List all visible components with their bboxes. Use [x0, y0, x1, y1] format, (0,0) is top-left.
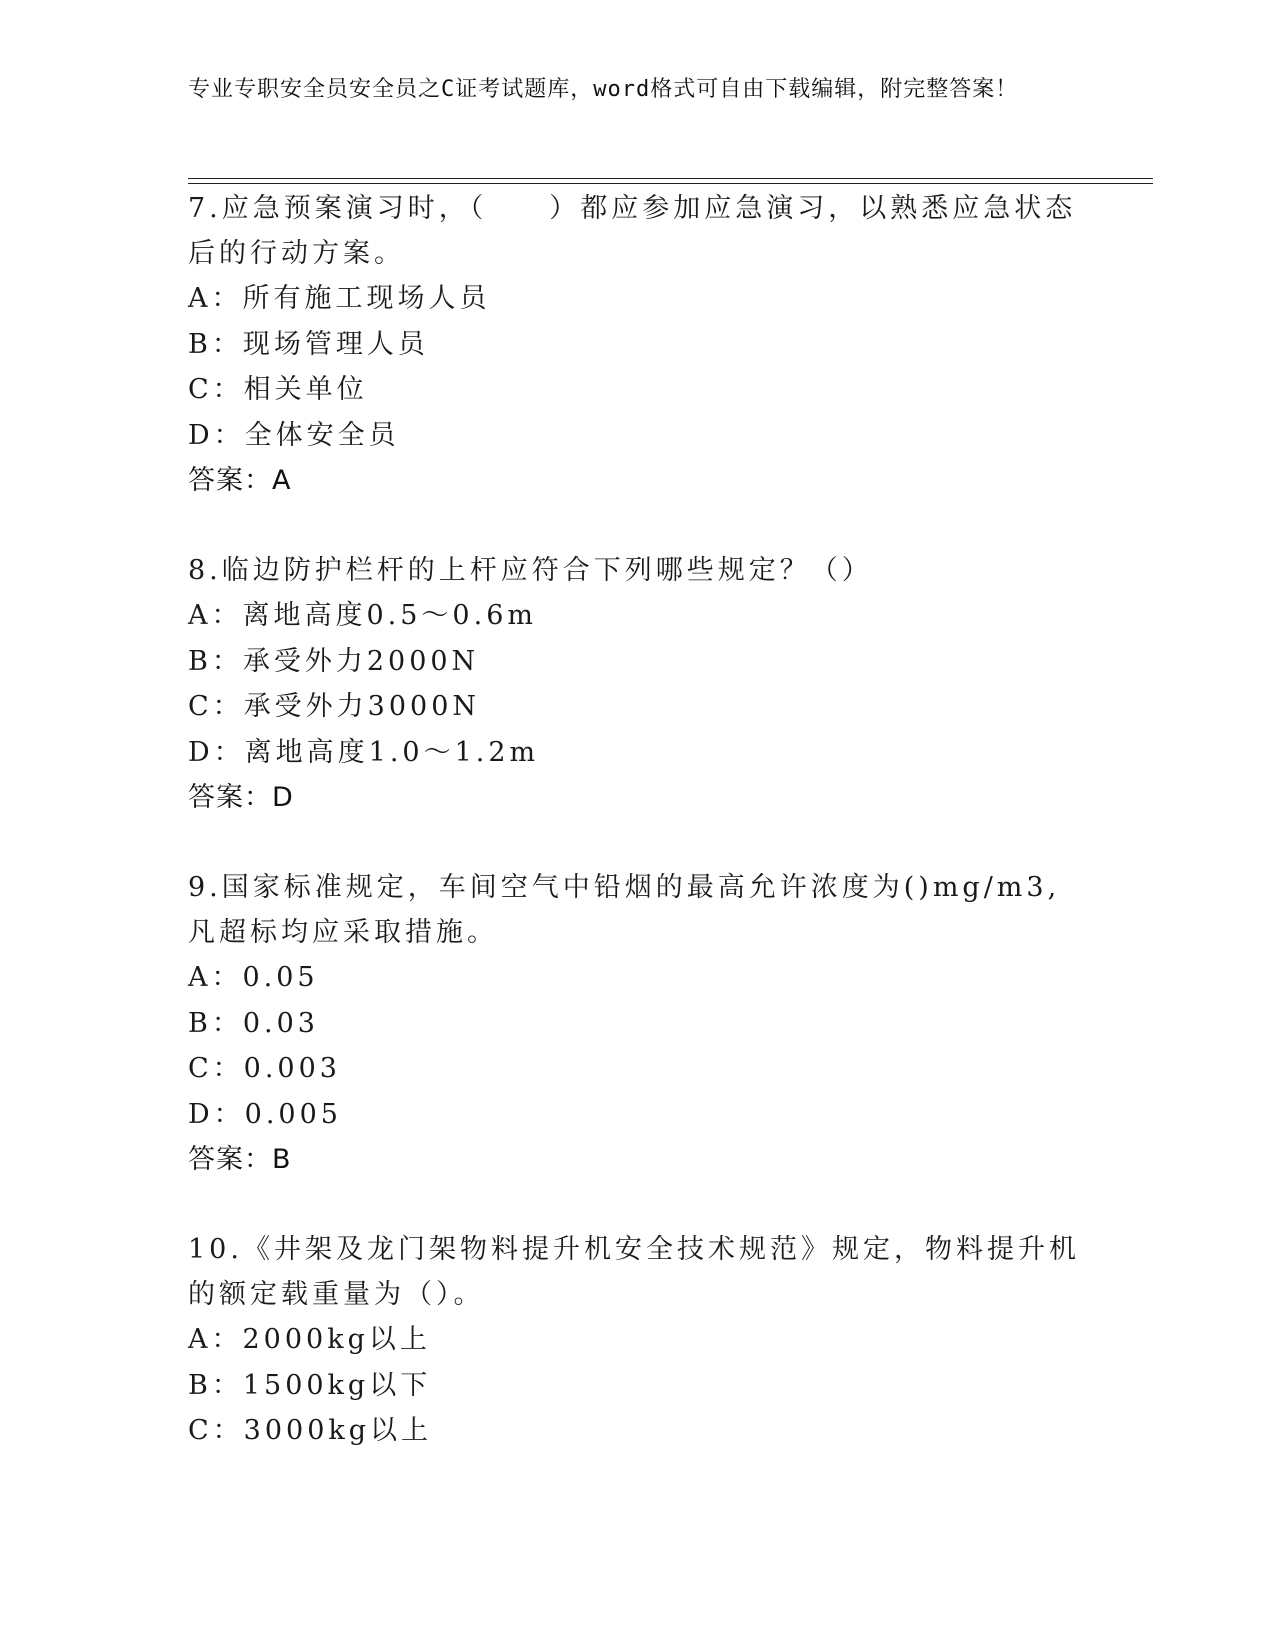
answer-label: 答案：A — [188, 465, 292, 496]
option-c: C：0.003 — [188, 1053, 341, 1084]
question-10 — [188, 1227, 1088, 1454]
option-d: D：0.005 — [188, 1098, 342, 1130]
question-list — [188, 186, 1088, 1499]
question-8 — [188, 548, 1088, 820]
answer-label: 答案：D — [188, 782, 294, 813]
question-stem: 7.应急预案演习时，（ ）都应参加应急演习，以熟悉应急状态后的行动方案。 — [188, 193, 1077, 269]
question-stem: 9.国家标准规定，车间空气中铅烟的最高允许浓度为()mg/m3,凡超标均应采取措施。 — [188, 872, 1061, 948]
option-b: B：现场管理人员 — [188, 328, 429, 360]
question-7 — [188, 186, 1088, 503]
option-c: C：3000kg以上 — [188, 1415, 433, 1446]
document-header-title: 专业专职安全员安全员之C证考试题库，word格式可自由下载编辑，附完整答案！ — [188, 77, 1019, 102]
option-b: B：1500kg以下 — [188, 1369, 432, 1401]
option-a: A：2000kg以上 — [188, 1324, 431, 1355]
header-divider-top — [188, 178, 1153, 179]
option-a: A：0.05 — [188, 962, 319, 993]
option-b: B：承受外力2000N — [188, 645, 480, 677]
question-stem: 10.《井架及龙门架物料提升机安全技术规范》规定，物料提升机的额定载重量为（）。 — [188, 1234, 1080, 1310]
option-d: D：全体安全员 — [188, 419, 400, 451]
option-a: A：离地高度0.5～0.6m — [188, 600, 537, 631]
header-divider-bottom — [188, 183, 1153, 184]
question-9 — [188, 865, 1088, 1182]
option-c: C：相关单位 — [188, 374, 368, 405]
option-b: B：0.03 — [188, 1007, 319, 1039]
option-d: D：离地高度1.0～1.2m — [188, 736, 540, 768]
option-a: A：所有施工现场人员 — [188, 283, 491, 314]
question-stem: 8.临边防护栏杆的上杆应符合下列哪些规定？（） — [188, 555, 873, 586]
answer-label: 答案：B — [188, 1144, 292, 1175]
option-c: C：承受外力3000N — [188, 691, 480, 722]
